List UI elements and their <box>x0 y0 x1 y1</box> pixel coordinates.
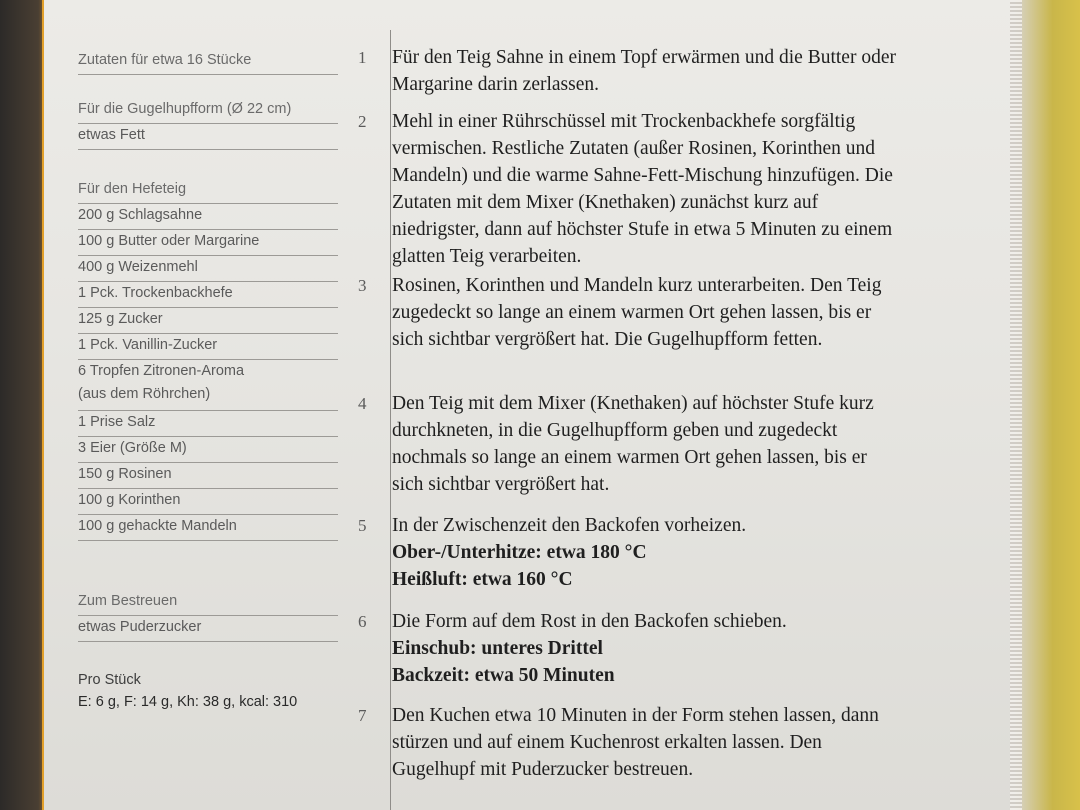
step-number: 1 <box>358 48 367 67</box>
ingredient-item: 200 g Schlagsahne <box>78 204 338 230</box>
topping-heading: Zum Bestreuen <box>78 590 338 616</box>
step-text: Rosinen, Korinthen und Mandeln kurz unterarbeiten. Den Teig zugedeckt so lange an einem warmen Ort gehen lassen, bis er sich sichtbar vergrößert hat. Die Gugelhupfform fetten. <box>392 275 882 350</box>
ingredient-item: 125 g Zucker <box>78 308 338 334</box>
ingredient-item: 1 Pck. Trockenbackhefe <box>78 282 338 308</box>
step-text: Die Form auf dem Rost in den Backofen schieben. <box>392 611 787 632</box>
step-body <box>392 512 902 593</box>
step-number: 4 <box>358 394 367 413</box>
step-text: Den Teig mit dem Mixer (Knethaken) auf höchster Stufe kurz durchkneten, in die Gugelhupfform geben und zugedeckt nochmals so lange an einem warmen Ort gehen lassen, bis er sich sichtbar vergrößert hat. <box>392 393 874 495</box>
ingredient-item: 150 g Rosinen <box>78 463 338 489</box>
ingredient-item: etwas Fett <box>78 124 338 150</box>
step-text: Für den Teig Sahne in einem Topf erwärmen und die Butter oder Margarine darin zerlassen. <box>392 47 896 95</box>
step-highlight: Einschub: unteres Drittel <box>392 638 603 659</box>
step-number: 7 <box>358 706 367 725</box>
nutrition-block <box>78 672 338 710</box>
ingredients-yield-block <box>78 49 338 75</box>
ingredient-item: 100 g gehackte Mandeln <box>78 515 338 541</box>
ingredients-yield: Zutaten für etwa 16 Stücke <box>78 49 338 75</box>
nutrition-label: Pro Stück <box>78 672 141 688</box>
nutrition-value: E: 6 g, F: 14 g, Kh: 38 g, kcal: 310 <box>78 694 298 710</box>
step-number: 6 <box>358 612 367 631</box>
ingredient-item: 3 Eier (Größe M) <box>78 437 338 463</box>
step-text: Den Kuchen etwa 10 Minuten in der Form stehen lassen, dann stürzen und auf einem Kuchenrost erkalten lassen. Den Gugelhupf mit Puderzucker bestreuen. <box>392 705 879 780</box>
step-number: 5 <box>358 516 367 535</box>
pan-heading: Für die Gugelhupfform (Ø 22 cm) <box>78 98 338 124</box>
column-divider <box>390 30 391 810</box>
ingredient-item: 400 g Weizenmehl <box>78 256 338 282</box>
ingredient-item: 100 g Korinthen <box>78 489 338 515</box>
step-highlight: Heißluft: etwa 160 °C <box>392 569 573 590</box>
step-body <box>392 608 902 689</box>
step-highlight: Backzeit: etwa 50 Minuten <box>392 665 615 686</box>
ingredients-dough-block <box>78 178 338 541</box>
dough-heading: Für den Hefeteig <box>78 178 338 204</box>
step-number: 2 <box>358 112 367 131</box>
ingredient-item <box>78 360 338 411</box>
ingredient-item: 100 g Butter oder Margarine <box>78 230 338 256</box>
step-number: 3 <box>358 276 367 295</box>
step-highlight: Ober-/Unterhitze: etwa 180 °C <box>392 542 647 563</box>
ingredients-topping-block <box>78 590 338 642</box>
step-text: In der Zwischenzeit den Backofen vorheizen. <box>392 515 747 536</box>
ingredient-item: 1 Pck. Vanillin-Zucker <box>78 334 338 360</box>
ingredient-item: etwas Puderzucker <box>78 616 338 642</box>
step-text: Mehl in einer Rührschüssel mit Trockenbackhefe sorgfältig vermischen. Restliche Zutaten (außer Rosinen, Korinthen und Mandeln) und die warme Sahne-Fett-Mischung hinzufügen. Die Zutaten mit dem Mixer (Knethaken) zunächst kurz auf niedrigster, dann auf höchster Stufe in etwa 5 Minuten zu einem glatten Teig verarbeiten. <box>392 111 893 267</box>
ingredient-item-line: 6 Tropfen Zitronen-Aroma <box>78 363 245 379</box>
ingredients-pan-block <box>78 98 338 150</box>
ingredient-item: 1 Prise Salz <box>78 411 338 437</box>
ingredient-item-line: (aus dem Röhrchen) <box>78 386 211 402</box>
